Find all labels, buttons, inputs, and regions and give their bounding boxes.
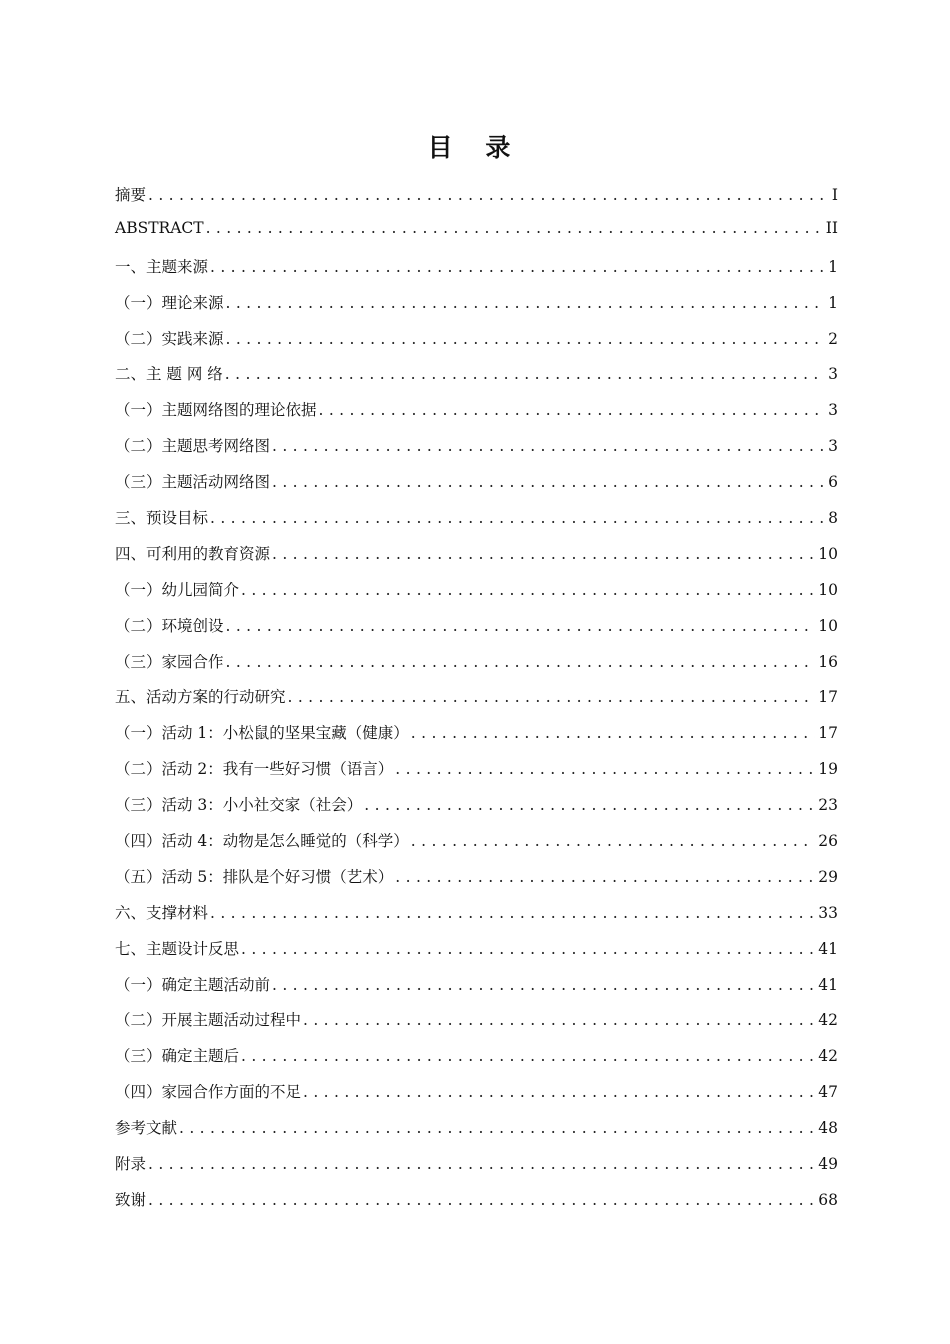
toc-entry [115, 829, 838, 865]
toc-dot-leader [226, 617, 816, 635]
toc-page-number: 42 [818, 1011, 838, 1030]
toc-dot-leader [226, 294, 826, 312]
toc-page-number: 47 [818, 1083, 838, 1102]
toc-entry [115, 1152, 838, 1188]
toc-dot-leader [179, 1119, 815, 1137]
toc-entry [115, 255, 838, 291]
toc-dot-leader [148, 1155, 815, 1173]
toc-page-number: 1 [828, 293, 838, 312]
toc-entry [115, 470, 838, 506]
toc-dot-leader [148, 1191, 815, 1209]
toc-entry-label: 二、主 题 网 络 [115, 365, 223, 384]
toc-entry-label: （一）活动 1：小松鼠的坚果宝藏（健康） [115, 724, 409, 743]
toc-entry [115, 434, 838, 470]
toc-page-number: II [825, 218, 838, 237]
toc-page-number: 10 [818, 616, 838, 635]
toc-entry [115, 183, 838, 219]
toc-page-number: 23 [818, 796, 838, 815]
toc-page-number: 2 [828, 329, 838, 348]
toc-entry [115, 1188, 838, 1224]
toc-entry-label: ABSTRACT [115, 218, 204, 237]
toc-dot-leader [210, 509, 825, 527]
toc-page-number: 19 [818, 760, 838, 779]
toc-dot-leader [206, 219, 823, 237]
toc-dot-leader [226, 653, 816, 671]
toc-entry [115, 865, 838, 901]
toc-page-number: 17 [818, 724, 838, 743]
toc-entry-label: （二）实践来源 [115, 329, 224, 348]
toc-entry [115, 398, 838, 434]
toc-page-number: 33 [818, 903, 838, 922]
toc-entry-label: 七、主题设计反思 [115, 939, 240, 958]
toc-page-number: 3 [828, 365, 838, 384]
toc-entry-label: （四）活动 4：动物是怎么睡觉的（科学） [115, 832, 409, 851]
toc-page-number: 49 [818, 1155, 838, 1174]
toc-entry [115, 1044, 838, 1080]
toc-dot-leader [364, 796, 815, 814]
toc-dot-leader [272, 473, 825, 491]
toc-dot-leader [411, 724, 815, 742]
toc-dot-leader [395, 868, 815, 886]
toc-entry [115, 1116, 838, 1152]
toc-entry-label: （一）幼儿园简介 [115, 580, 240, 599]
toc-title: 目 录 [427, 133, 523, 162]
toc-dot-leader [225, 365, 825, 383]
toc-entry-label: 四、可利用的教育资源 [115, 544, 271, 563]
toc-entry [115, 1080, 838, 1116]
toc-entry-label: （三）主题活动网络图 [115, 473, 271, 492]
toc-page-number: 1 [828, 257, 838, 276]
toc-entry [115, 937, 838, 973]
toc-dot-leader [288, 688, 816, 706]
toc-entry-label: （二）主题思考网络图 [115, 437, 271, 456]
toc-page-number: 41 [818, 939, 838, 958]
toc-dot-leader [272, 437, 825, 455]
toc-entry [115, 685, 838, 721]
toc-dot-leader [411, 832, 815, 850]
toc-page-number: 29 [818, 867, 838, 886]
toc-entry [115, 757, 838, 793]
toc-dot-leader [226, 330, 826, 348]
toc-page-number: 42 [818, 1047, 838, 1066]
toc-entry-label: （三）确定主题后 [115, 1047, 240, 1066]
toc-page-number: 10 [818, 580, 838, 599]
toc-dot-leader [241, 1047, 815, 1065]
toc-entry-label: （一）主题网络图的理论依据 [115, 401, 317, 420]
toc-entry-label: 附录 [115, 1155, 147, 1174]
toc-page-number: 68 [818, 1190, 838, 1209]
toc-entry-label: （三）活动 3：小小社交家（社会） [115, 796, 363, 815]
toc-entry-label: （二）开展主题活动过程中 [115, 1011, 302, 1030]
toc-entry [115, 327, 838, 363]
toc-dot-leader [272, 545, 815, 563]
toc-entry-label: （四）家园合作方面的不足 [115, 1083, 302, 1102]
toc-dot-leader [272, 976, 815, 994]
toc-entry [115, 973, 838, 1009]
toc-entry-label: 摘要 [115, 186, 147, 204]
toc-entry-label: （一）确定主题活动前 [115, 975, 271, 994]
toc-entry-label: 参考文献 [115, 1119, 178, 1138]
toc-entry-label: （一）理论来源 [115, 293, 224, 312]
toc-page-number: 17 [818, 688, 838, 707]
toc-page-number: 3 [828, 437, 838, 456]
toc-page-number: 41 [818, 975, 838, 994]
toc-entry [115, 506, 838, 542]
toc-dot-leader [319, 401, 826, 419]
toc-page-number: 3 [828, 401, 838, 420]
toc-entry-label: 六、支撑材料 [115, 903, 209, 922]
toc-entry [115, 219, 838, 255]
toc-entry [115, 291, 838, 327]
toc-entry [115, 362, 838, 398]
toc-dot-leader [241, 581, 815, 599]
toc-dot-leader [148, 186, 829, 204]
toc-entry [115, 542, 838, 578]
toc-page-number: 10 [818, 544, 838, 563]
toc-page-number: 6 [828, 473, 838, 492]
toc-entry [115, 614, 838, 650]
toc-entry-label: 三、预设目标 [115, 509, 209, 528]
toc-entry [115, 1008, 838, 1044]
toc-page-number: 8 [828, 509, 838, 528]
toc-entry [115, 721, 838, 757]
toc-dot-leader [210, 904, 815, 922]
toc-entry-label: 致谢 [115, 1190, 147, 1209]
toc-entry [115, 578, 838, 614]
toc-page-number: I [831, 186, 838, 204]
toc-dot-leader [210, 258, 825, 276]
toc-entry [115, 901, 838, 937]
toc-dot-leader [241, 940, 815, 958]
toc-entry-label: （二）环境创设 [115, 616, 224, 635]
toc-dot-leader [395, 760, 815, 778]
toc-page-number: 16 [818, 652, 838, 671]
toc-entry-label: （二）活动 2：我有一些好习惯（语言） [115, 760, 394, 779]
toc-entry-label: 一、主题来源 [115, 257, 209, 276]
toc-dot-leader [303, 1011, 815, 1029]
toc-dot-leader [303, 1083, 815, 1101]
toc-page-number: 48 [818, 1119, 838, 1138]
toc-entry-label: 五、活动方案的行动研究 [115, 688, 286, 707]
table-of-contents [115, 183, 838, 1224]
toc-entry-label: （五）活动 5：排队是个好习惯（艺术） [115, 867, 394, 886]
toc-entry [115, 650, 838, 686]
toc-entry-label: （三）家园合作 [115, 652, 224, 671]
toc-entry [115, 793, 838, 829]
toc-page-number: 26 [818, 832, 838, 851]
